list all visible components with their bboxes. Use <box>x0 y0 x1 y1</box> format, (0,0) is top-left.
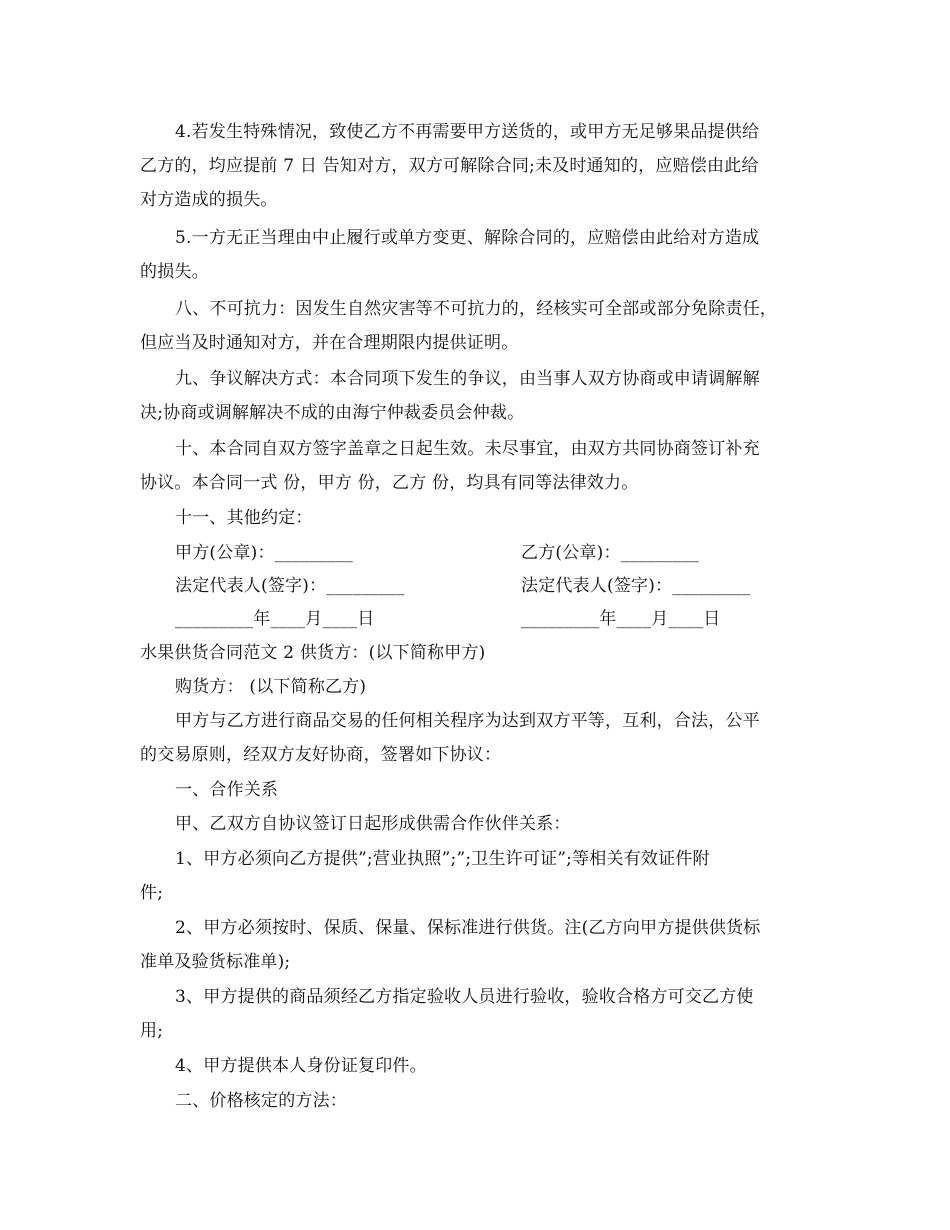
section-1-heading: 一、合作关系 <box>175 780 279 800</box>
other-agreements-heading: 十一、其他约定： <box>175 508 313 528</box>
party-b-seal: 乙方(公章)：_________ <box>521 543 699 563</box>
partnership-line: 甲、乙双方自协议签订日起形成供需合作伙伴关系： <box>175 814 571 834</box>
item-3-line-1: 3、甲方提供的商品须经乙方指定验收人员进行验收，验收合格方可交乙方使 <box>175 987 754 1007</box>
force-majeure-line-2: 但应当及时通知对方，并在合理期限内提供证明。 <box>140 333 519 353</box>
clause-5-line-1: 5.一方无正当理由中止履行或单方变更、解除合同的，应赔偿由此给对方造成 <box>175 228 760 248</box>
item-3-line-2: 用; <box>140 1021 164 1041</box>
preamble-line-1: 甲方与乙方进行商品交易的任何相关程序为达到双方平等，互利，合法，公平 <box>175 711 760 731</box>
party-a-date: _________年____月____日 <box>175 609 375 629</box>
item-1-line-1: 1、甲方必须向乙方提供”;营业执照”;”;卫生许可证”;等相关有效证件附 <box>175 849 710 869</box>
item-1-line-2: 件; <box>140 883 164 903</box>
force-majeure-line-1: 八、不可抗力：因发生自然灾害等不可抗力的，经核实可全部或部分免除责任， <box>175 299 777 319</box>
effective-line-2: 协议。本合同一式 份，甲方 份，乙方 份，均具有同等法律效力。 <box>140 473 639 493</box>
item-4-line: 4、甲方提供本人身份证复印件。 <box>175 1056 427 1076</box>
purchaser-line: 购货方： (以下简称乙方) <box>175 677 367 697</box>
party-a-representative: 法定代表人(签字)：_________ <box>175 576 405 596</box>
dispute-line-1: 九、争议解决方式：本合同项下发生的争议，由当事人双方协商或申请调解解 <box>175 369 760 389</box>
item-2-line-2: 准单及验货标准单); <box>140 952 291 972</box>
clause-4-line-1: 4.若发生特殊情况，致使乙方不再需要甲方送货的，或甲方无足够果品提供给 <box>175 122 760 142</box>
clause-4-line-3: 对方造成的损失。 <box>140 190 278 210</box>
clause-5-line-2: 的损失。 <box>140 262 209 282</box>
clause-4-line-2: 乙方的，均应提前 7 日 告知对方，双方可解除合同;未及时通知的，应赔偿由此给 <box>140 156 759 176</box>
party-b-representative: 法定代表人(签字)：_________ <box>521 576 751 596</box>
sample-title-supplier: 水果供货合同范文 2 供货方：(以下简称甲方) <box>140 643 486 663</box>
section-2-heading: 二、价格核定的方法： <box>175 1091 347 1111</box>
item-2-line-1: 2、甲方必须按时、保质、保量、保标准进行供货。注(乙方向甲方提供供货标 <box>175 918 761 938</box>
dispute-line-2: 决;协商或调解解决不成的由海宁仲裁委员会仲裁。 <box>140 403 525 423</box>
party-b-date: _________年____月____日 <box>521 609 721 629</box>
effective-line-1: 十、本合同自双方签字盖章之日起生效。未尽事宜，由双方共同协商签订补充 <box>175 439 760 459</box>
preamble-line-2: 的交易原则，经双方友好协商，签署如下协议： <box>140 745 502 765</box>
party-a-seal: 甲方(公章)：_________ <box>175 543 353 563</box>
